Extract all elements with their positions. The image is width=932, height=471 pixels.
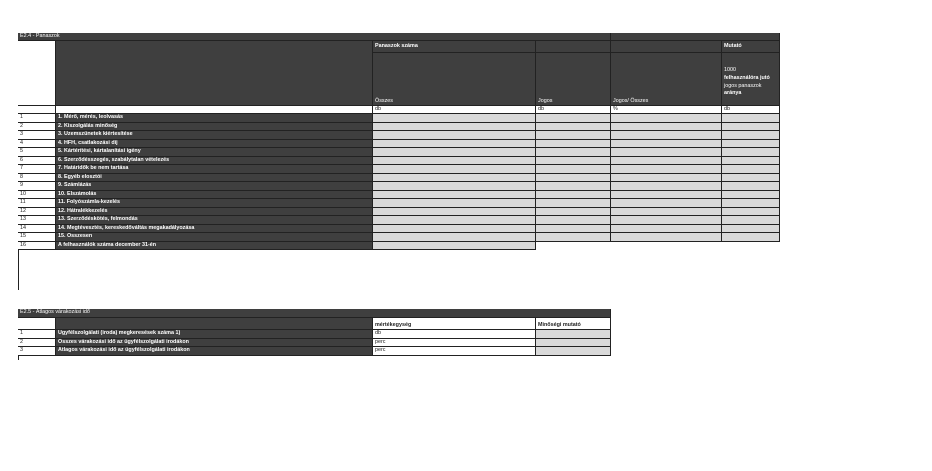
input-cell-jogos[interactable] [536,157,611,166]
mutato-line: felhasználóra jutó [724,74,770,81]
input-cell-osszes[interactable] [373,233,536,242]
column-header-jogos [536,53,611,106]
row-label-text: 15. Összesen [58,233,93,240]
row-label-text: 9. Számlázás [58,182,92,189]
row-number [18,191,56,200]
input-cell-mutato[interactable] [722,208,780,217]
input-cell-jogos-osszes[interactable] [611,157,722,166]
complaints-title-text: E2.4 - Panaszok [20,33,60,39]
header-label-column [56,41,373,106]
column-header-osszes [373,53,536,106]
column-jogos-text: Jogos [538,97,553,104]
row-label-text: 14. Megtévesztés, kereskedőváltás megakadályozása [58,224,195,231]
panaszok-szama-header [373,41,536,53]
row-label [56,191,373,200]
input-cell-osszes[interactable] [373,225,536,234]
input-cell-jogos-osszes[interactable] [611,123,722,132]
row-number-text: 3 [20,347,23,354]
column-osszes-text: Összes [375,97,393,104]
input-cell-osszes[interactable] [373,123,536,132]
input-cell-mutato[interactable] [722,123,780,132]
row-number [18,140,56,149]
input-cell-jogos[interactable] [536,174,611,183]
unit-cell-text: perc [375,338,386,345]
unit-cell-text: db [375,330,381,337]
input-cell-jogos-osszes[interactable] [611,182,722,191]
row-label-text: 2. Kiszolgálás minőség [58,122,118,129]
input-cell-jogos-osszes[interactable] [611,174,722,183]
row-number [18,123,56,132]
input-cell-osszes[interactable] [373,114,536,123]
input-cell-mutato[interactable] [722,131,780,140]
row-number-text: 1 [20,114,23,121]
input-cell-osszes[interactable] [373,131,536,140]
row-label-text: 5. Kártérítési, kártalanítási igény [58,148,141,155]
unit-text: db [538,106,544,112]
row-number-text: 2 [20,122,23,129]
row-number [18,165,56,174]
row-label-text: 13. Szerződéskötés, felmondás [58,216,138,223]
input-cell-mutato[interactable] [722,199,780,208]
input-cell-jogos[interactable] [536,216,611,225]
input-cell-mutato[interactable] [722,174,780,183]
input-cell-jogos[interactable] [536,140,611,149]
units-num-cell [18,106,56,114]
row-label [56,114,373,123]
waiting-title-text: E2.5 - Átlagos várakozási idő [20,309,90,316]
input-cell-mutato[interactable] [722,216,780,225]
waiting-header-num [18,318,56,330]
row-label [56,165,373,174]
mertekegyseg-header [373,318,536,330]
row-label-text: Átlagos várakozási idő az ügyfélszolgálati irodákon [58,347,190,354]
column-jogos-osszes-text: Jogos/ Összes [613,97,649,104]
row-number-text: 1 [20,330,23,337]
header-num-column [18,41,56,106]
row-label-text: 10. Elszámolás [58,190,97,197]
mutato-text: Mutató [724,42,742,49]
row-number [18,148,56,157]
row-label-text: 8. Egyéb elosztói [58,173,102,180]
panaszok-szama-text: Panaszok száma [375,42,418,49]
row-label [56,182,373,191]
row-label [56,174,373,183]
input-cell-osszes[interactable] [373,216,536,225]
row-label-text: 1. Mérő, mérés, leolvasás [58,114,124,121]
row-label-text: 7. Határidők be nem tartása [58,165,129,172]
unit-cell [373,339,536,348]
row-number-text: 5 [20,148,23,155]
row-label [56,347,373,356]
input-cell-quality[interactable] [536,330,611,339]
unit-cell [373,347,536,356]
input-cell-mutato[interactable] [722,165,780,174]
row-label [56,199,373,208]
input-cell-mutato[interactable] [722,140,780,149]
row-label [56,123,373,132]
row-number-text: 15 [20,233,26,240]
input-cell-jogos[interactable] [536,131,611,140]
units-label-cell [56,106,373,114]
input-cell-osszes[interactable] [373,140,536,149]
input-cell-jogos[interactable] [536,233,611,242]
mutato-header [722,41,780,53]
row-number-text: 16 [20,241,26,248]
column-header-mutato [722,53,780,106]
mertekegyseg-text: mértékegység [375,321,412,328]
row-label [56,233,373,242]
unit-cell [722,106,780,114]
row-label [56,140,373,149]
row-label [56,157,373,166]
row-number [18,182,56,191]
input-cell-osszes[interactable] [373,208,536,217]
unit-cell [611,106,722,114]
input-cell-jogos[interactable] [536,114,611,123]
input-cell-osszes[interactable] [373,174,536,183]
unit-cell [373,330,536,339]
mutato-line: 1000 [724,67,736,73]
input-cell-jogos[interactable] [536,208,611,217]
row-label-text: 3. Üzemszünetek kiértesítése [58,131,133,138]
input-cell-quality[interactable] [536,347,611,356]
row-number-text: 14 [20,224,26,231]
row-label [56,131,373,140]
row-label [56,330,373,339]
header-blank [611,41,722,53]
input-cell-osszes[interactable] [373,191,536,200]
row-number [18,233,56,242]
row-label-text: 4. HFH, csatlakozási díj [58,139,118,146]
input-cell-jogos[interactable] [536,165,611,174]
input-cell-jogos-osszes[interactable] [611,165,722,174]
minosegi-mutato-header [536,318,611,330]
input-cell-jogos[interactable] [536,199,611,208]
input-cell-mutato[interactable] [722,157,780,166]
input-cell-jogos[interactable] [536,123,611,132]
input-cell-osszes[interactable] [373,182,536,191]
row-number-text: 10 [20,190,26,197]
input-cell-osszes[interactable] [373,148,536,157]
row-label-text: 12. Hátralékkezelés [58,207,108,214]
waiting-table-title [18,309,611,318]
row-number-text: 7 [20,165,23,172]
input-cell-jogos[interactable] [536,191,611,200]
input-cell-jogos-osszes[interactable] [611,233,722,242]
row-label [56,208,373,217]
row-number-text: 11 [20,199,26,206]
unit-text: db [375,106,381,112]
minosegi-mutato-text: Minőségi mutató [538,321,581,328]
row-number [18,330,56,339]
input-cell-jogos-osszes[interactable] [611,114,722,123]
input-cell-mutato[interactable] [722,114,780,123]
input-cell-mutato[interactable] [722,148,780,157]
row-label-text: Ügyfélszolgálati (iroda) megkeresések száma 1) [58,330,181,337]
input-cell-jogos-osszes[interactable] [611,148,722,157]
input-cell-jogos-osszes[interactable] [611,208,722,217]
row-label-text: Összes várakozási idő az ügyfélszolgálati irodákon [58,338,189,345]
row-number-text: 6 [20,156,23,163]
row-label [56,242,373,251]
row-number [18,339,56,348]
row-number-text: 13 [20,216,26,223]
row-number [18,216,56,225]
unit-text: db [724,106,730,112]
input-cell-jogos-osszes[interactable] [611,199,722,208]
input-cell-jogos-osszes[interactable] [611,131,722,140]
waiting-header-label [56,318,373,330]
row-number [18,174,56,183]
row-number [18,157,56,166]
input-cell-mutato[interactable] [722,191,780,200]
row-number [18,131,56,140]
title-bar-end [611,33,780,41]
input-cell-jogos[interactable] [536,182,611,191]
row-label [56,225,373,234]
input-cell-jogos-osszes[interactable] [611,140,722,149]
input-cell-jogos[interactable] [536,148,611,157]
input-cell-mutato[interactable] [722,182,780,191]
row-number [18,242,56,251]
mutato-line: jogos panaszok [724,82,762,89]
row-label-text: A felhasználók száma december 31-én [58,241,157,248]
unit-cell [373,106,536,114]
complaints-table-title [18,33,611,41]
unit-cell [536,106,611,114]
row-number-text: 12 [20,207,26,214]
row-number [18,347,56,356]
unit-text: % [613,106,618,112]
input-cell-mutato[interactable] [722,225,780,234]
mutato-line: aránya [724,90,742,97]
column-header-jogos-osszes [611,53,722,106]
row-number [18,225,56,234]
row-number-text: 2 [20,338,23,345]
input-cell-quality[interactable] [536,339,611,348]
input-cell-jogos[interactable] [536,225,611,234]
row-label [56,216,373,225]
row-number [18,199,56,208]
row-number-text: 4 [20,139,23,146]
row-label [56,148,373,157]
row-number-text: 9 [20,182,23,189]
input-cell-mutato[interactable] [722,233,780,242]
input-cell-osszes[interactable] [373,165,536,174]
input-cell-jogos-osszes[interactable] [611,191,722,200]
input-cell-osszes[interactable] [373,157,536,166]
input-cell-osszes[interactable] [373,199,536,208]
input-cell-jogos-osszes[interactable] [611,216,722,225]
input-cell-osszes[interactable] [373,242,536,251]
row-number [18,114,56,123]
row-label [56,339,373,348]
unit-cell-text: perc [375,347,386,354]
row-number [18,208,56,217]
row-number-text: 8 [20,173,23,180]
row-number-text: 3 [20,131,23,138]
row-label-text: 11. Folyószámla-kezelés [58,199,121,206]
row-label-text: 6. Szerződésszegés, szabálytalan vételezés [58,156,170,163]
input-cell-jogos-osszes[interactable] [611,225,722,234]
header-blank [536,41,611,53]
